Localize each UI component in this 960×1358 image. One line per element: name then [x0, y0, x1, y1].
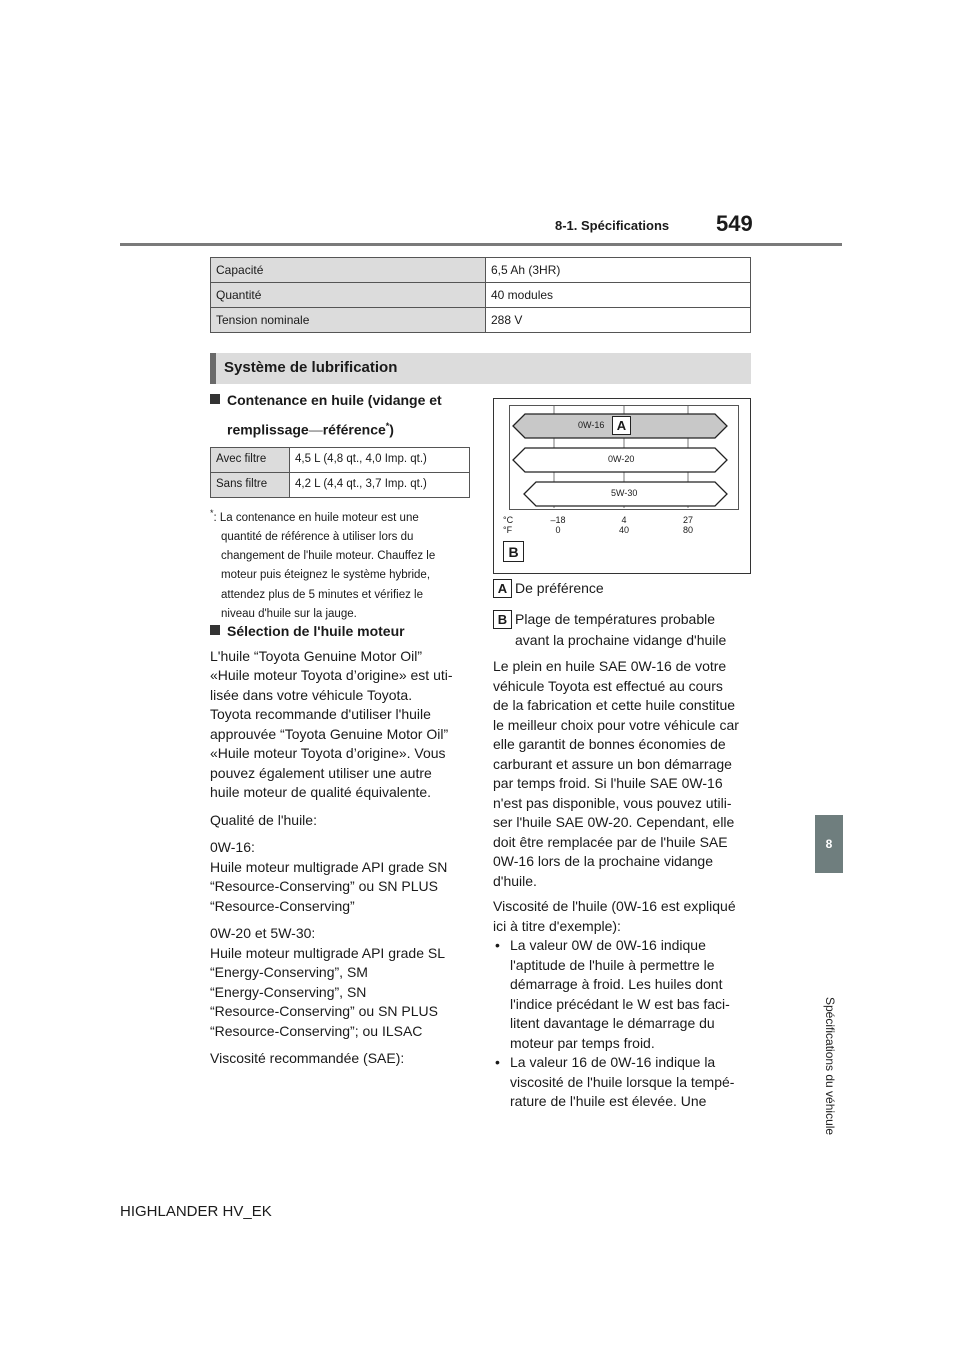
text-line: ser l'huile SAE 0W-20. Cependant, elle — [493, 814, 735, 830]
section-header: 8-1. Spécifications — [555, 218, 670, 233]
right-text-block — [493, 657, 755, 1112]
legend-key-b: B — [493, 610, 512, 629]
legend-text-a: De préférence — [515, 580, 604, 596]
text-line: ici à titre d'exemple): — [493, 917, 621, 934]
tick-celsius: –18 — [550, 515, 566, 525]
table-key: Quantité — [211, 283, 486, 308]
footnote-line: quantité de référence à utiliser lors du — [221, 530, 414, 543]
text-line: l'aptitude de l'huile à permettre le — [510, 956, 715, 973]
table-key: Tension nominale — [211, 308, 486, 333]
text-line: Le plein en huile SAE 0W-16 de votre — [493, 658, 727, 674]
text-line: Huile moteur multigrade API grade SL — [210, 944, 446, 961]
selection-intro — [210, 647, 472, 803]
text-line: viscosité de l'huile lorsque la tempé- — [510, 1073, 735, 1090]
para2 — [493, 897, 755, 936]
tick-col-1 — [547, 515, 569, 535]
text-line: “Resource-Conserving” — [210, 897, 355, 914]
table-row — [211, 308, 751, 333]
text-line: moteur par temps froid. — [510, 1034, 655, 1051]
table-value: 288 V — [486, 308, 751, 333]
tick-fahrenheit: 80 — [682, 525, 693, 535]
page-number: 549 — [716, 211, 753, 236]
legend-text-b: Plage de températures probable — [515, 611, 716, 627]
footnote-line — [210, 504, 472, 528]
para1 — [493, 657, 755, 891]
table-key: Capacité — [211, 258, 486, 283]
table-row — [211, 283, 751, 308]
capacity-heading-b: remplissage — [227, 421, 309, 438]
text-line: pouvez également utiliser une autre — [210, 764, 432, 781]
bar-label-0w20: 0W-20 — [608, 454, 635, 464]
text-line: huile moteur de qualité équivalente. — [210, 784, 432, 800]
capacity-heading-line1: Contenance en huile (vidange et — [227, 392, 442, 408]
text-line: «Huile moteur Toyota d’origine». Vous — [210, 745, 446, 761]
text-line: véhicule Toyota est effectué au cours — [493, 677, 723, 694]
capacity-heading — [210, 391, 472, 411]
selection-heading — [210, 622, 472, 642]
section-title-text: Système de lubrification — [224, 359, 398, 376]
text-line: • La valeur 16 de 0W-16 indique la — [510, 1054, 716, 1070]
tick-col-2 — [613, 515, 635, 535]
unit-fahrenheit: °F — [503, 525, 513, 535]
section-title — [210, 353, 751, 384]
list-item — [493, 1053, 755, 1112]
table-row — [211, 258, 751, 283]
text-line: par temps froid. Si l'huile SAE 0W-16 — [493, 775, 723, 791]
unit-celsius: °C — [503, 515, 514, 525]
text-line: démarrage à froid. Les huiles dont — [510, 976, 723, 992]
text-line: Viscosité de l'huile (0W-16 est expliqué — [493, 898, 736, 914]
text-line: rature de l'huile est élevée. Une — [510, 1093, 707, 1109]
tick-fahrenheit: 40 — [618, 525, 629, 535]
header-rule — [120, 243, 842, 246]
table-value: 40 modules — [486, 283, 751, 308]
grade-0w16 — [210, 838, 472, 916]
tick-celsius: 27 — [682, 515, 693, 525]
footnote-line: attendez plus de 5 minutes et vérifiez le — [221, 588, 424, 601]
capacity-heading-c: référence — [322, 421, 386, 438]
footnote-line: changement de l'huile moteur. Chauffez le — [221, 550, 436, 563]
text-line: doit être remplacée par de l'huile SAE — [493, 833, 728, 850]
table-row — [211, 447, 470, 472]
capacity-heading-line2 — [210, 417, 472, 440]
legend-text-b2: avant la prochaine vidange d'huile — [515, 632, 727, 648]
viscosity-label: Viscosité recommandée (SAE): — [210, 1050, 405, 1066]
text-line: “Energy-Conserving”, SM — [210, 964, 368, 980]
oil-capacity-block — [210, 391, 472, 624]
quality-label: Qualité de l'huile: — [210, 811, 317, 828]
text-line: 0W-20 et 5W-30: — [210, 925, 316, 941]
text-line: d'huile. — [493, 872, 537, 889]
text-line: L'huile “Toyota Genuine Motor Oil” — [210, 647, 422, 664]
list-item — [493, 936, 755, 1053]
viscosity-bullets — [493, 936, 755, 1112]
text-line: 0W-16 lors de la prochaine vidange — [493, 853, 713, 869]
text-line: • La valeur 0W de 0W-16 indique — [510, 937, 706, 953]
heading-dash: — — [308, 421, 323, 438]
callout-a: A — [612, 416, 631, 435]
text-line: “Energy-Conserving”, SN — [210, 983, 367, 1000]
text-line: l'indice précédant le W est bas faci- — [510, 995, 730, 1012]
text-line: Toyota recommande d'utiliser l'huile — [210, 706, 431, 722]
text-line: Huile moteur multigrade API grade SN — [210, 858, 448, 875]
table-value: 6,5 Ah (3HR) — [486, 258, 751, 283]
square-bullet-icon — [210, 625, 220, 635]
text-line: approuvée “Toyota Genuine Motor Oil” — [210, 725, 449, 742]
text-line: litent davantage le démarrage du — [510, 1015, 715, 1031]
text-line: lisée dans votre véhicule Toyota. — [210, 686, 413, 703]
bar-label-5w30: 5W-30 — [611, 488, 638, 498]
text-line: «Huile moteur Toyota d’origine» est uti- — [210, 667, 453, 683]
battery-spec-table — [210, 257, 751, 333]
bar-label-0w16: 0W-16 — [578, 420, 605, 430]
chapter-tab: 8 — [815, 815, 843, 873]
tick-col-3 — [677, 515, 699, 535]
table-key: Avec filtre — [211, 447, 290, 472]
grade-0w20-5w30 — [210, 924, 472, 1041]
table-value: 4,5 L (4,8 qt., 4,0 Imp. qt.) — [290, 447, 470, 472]
text-line: “Resource-Conserving” ou SN PLUS — [210, 1003, 438, 1019]
tick-fahrenheit: 0 — [555, 525, 561, 535]
text-line: “Resource-Conserving” ou SN PLUS — [210, 878, 438, 894]
text-line: 0W-16: — [210, 839, 255, 855]
text-line: le meilleur choix pour votre véhicule car — [493, 716, 739, 733]
text-line: carburant et assure un bon démarrage — [493, 755, 732, 772]
legend-key-a: A — [493, 579, 512, 598]
text-line: “Resource-Conserving”; ou ILSAC — [210, 1022, 423, 1039]
capacity-heading-d: ) — [389, 421, 394, 438]
text-line: n'est pas disponible, vous pouvez utili- — [493, 794, 732, 811]
footnote-line: moteur puis éteignez le système hybride, — [221, 569, 431, 582]
oil-selection-block — [210, 622, 472, 1069]
table-row — [211, 472, 470, 497]
section-title-bar — [210, 353, 216, 384]
table-key: Sans filtre — [211, 472, 290, 497]
chapter-label: Spécifications du véhicule — [823, 997, 837, 1136]
text-line: de la fabrication et cette huile constitue — [493, 697, 736, 713]
capacity-footnote — [210, 504, 472, 625]
temperature-units — [503, 515, 513, 535]
footnote-star: * — [210, 507, 214, 518]
selection-heading-text: Sélection de l'huile moteur — [227, 623, 405, 639]
footer-model: HIGHLANDER HV_EK — [120, 1203, 272, 1220]
square-bullet-icon — [210, 394, 220, 404]
tick-celsius: 4 — [621, 515, 627, 525]
oil-capacity-table — [210, 447, 470, 498]
table-value: 4,2 L (4,4 qt., 3,7 Imp. qt.) — [290, 472, 470, 497]
callout-b: B — [503, 541, 524, 562]
footnote-marker: * — [385, 420, 390, 431]
footnote-line: niveau d'huile sur la jauge. — [221, 607, 357, 620]
footnote-line-text: : La contenance en huile moteur est une — [213, 511, 419, 524]
text-line: elle garantit de bonnes économies de — [493, 736, 726, 752]
